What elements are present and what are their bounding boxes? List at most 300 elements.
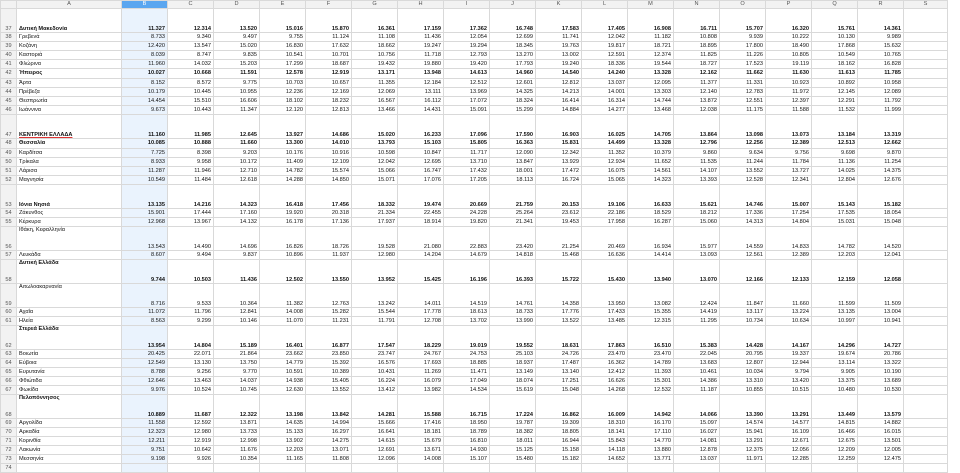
value-cell[interactable]: 10.808 xyxy=(674,33,720,42)
value-cell[interactable]: 17.362 xyxy=(444,9,490,33)
value-cell[interactable]: 17.136 xyxy=(306,218,352,227)
value-cell[interactable]: 9.198 xyxy=(122,455,168,464)
row-header[interactable]: 63 xyxy=(1,350,17,359)
value-cell[interactable]: 12.980 xyxy=(168,428,214,437)
value-cell[interactable] xyxy=(904,464,948,473)
value-cell[interactable]: 21.341 xyxy=(490,218,536,227)
value-cell[interactable]: 11.558 xyxy=(122,419,168,428)
value-cell[interactable]: 12.058 xyxy=(858,260,904,284)
value-cell[interactable]: 19.019 xyxy=(444,326,490,350)
value-cell[interactable]: 15.107 xyxy=(444,455,490,464)
value-cell[interactable]: 10.549 xyxy=(812,51,858,60)
value-cell[interactable]: 12.322 xyxy=(214,395,260,419)
value-cell[interactable]: 17.160 xyxy=(214,209,260,218)
column-header-m[interactable]: M xyxy=(628,1,674,9)
value-cell[interactable] xyxy=(904,115,948,139)
value-cell[interactable]: 11.717 xyxy=(444,149,490,158)
value-cell[interactable]: 13.552 xyxy=(306,386,352,395)
value-cell[interactable]: 10.190 xyxy=(858,368,904,377)
value-cell[interactable]: 14.833 xyxy=(766,227,812,251)
value-cell[interactable]: 19.674 xyxy=(812,350,858,359)
value-cell[interactable]: 14.008 xyxy=(260,308,306,317)
value-cell[interactable]: 9.837 xyxy=(214,251,260,260)
value-cell[interactable]: 15.831 xyxy=(536,139,582,149)
value-cell[interactable]: 12.389 xyxy=(766,251,812,260)
value-cell[interactable] xyxy=(122,464,168,473)
value-cell[interactable]: 21.864 xyxy=(214,350,260,359)
column-header-i[interactable]: I xyxy=(444,1,490,9)
value-cell[interactable]: 10.598 xyxy=(352,149,398,158)
value-cell[interactable]: 12.374 xyxy=(628,51,674,60)
value-cell[interactable]: 11.072 xyxy=(122,308,168,317)
value-cell[interactable]: 17.416 xyxy=(398,419,444,428)
prefecture-name-cell[interactable]: Ζάκυνθος xyxy=(17,209,122,218)
value-cell[interactable]: 14.705 xyxy=(628,115,674,139)
value-cell[interactable]: 16.287 xyxy=(628,218,674,227)
value-cell[interactable]: 15.588 xyxy=(398,395,444,419)
value-cell[interactable]: 14.490 xyxy=(168,227,214,251)
value-cell[interactable]: 16.320 xyxy=(766,9,812,33)
value-cell[interactable]: 12.998 xyxy=(214,437,260,446)
value-cell[interactable]: 16.027 xyxy=(674,428,720,437)
value-cell[interactable]: 13.466 xyxy=(352,106,398,115)
value-cell[interactable]: 18.001 xyxy=(490,167,536,176)
value-cell[interactable]: 10.734 xyxy=(720,317,766,326)
value-cell[interactable]: 13.393 xyxy=(674,176,720,185)
value-cell[interactable]: 9.340 xyxy=(168,33,214,42)
value-cell[interactable]: 13.291 xyxy=(720,437,766,446)
value-cell[interactable]: 12.968 xyxy=(122,218,168,227)
value-cell[interactable]: 18.212 xyxy=(674,209,720,218)
value-cell[interactable]: 12.812 xyxy=(536,79,582,88)
value-cell[interactable]: 10.955 xyxy=(214,88,260,97)
value-cell[interactable]: 13.319 xyxy=(858,115,904,139)
value-cell[interactable]: 10.657 xyxy=(306,79,352,88)
value-cell[interactable]: 11.687 xyxy=(168,395,214,419)
value-cell[interactable] xyxy=(904,97,948,106)
value-cell[interactable]: 9.744 xyxy=(122,260,168,284)
value-cell[interactable] xyxy=(904,51,948,60)
value-cell[interactable]: 14.325 xyxy=(490,88,536,97)
value-cell[interactable]: 19.294 xyxy=(444,42,490,51)
value-cell[interactable]: 15.020 xyxy=(352,115,398,139)
value-cell[interactable]: 11.377 xyxy=(674,79,720,88)
value-cell[interactable]: 14.081 xyxy=(674,437,720,446)
region-name-cell[interactable]: ΚΕΝΤΡΙΚΗ ΕΛΛΑΔΑ xyxy=(17,115,122,139)
value-cell[interactable]: 9.989 xyxy=(858,33,904,42)
value-cell[interactable]: 12.671 xyxy=(766,437,812,446)
value-cell[interactable]: 11.662 xyxy=(720,69,766,79)
value-cell[interactable]: 20.469 xyxy=(582,227,628,251)
value-cell[interactable]: 13.982 xyxy=(398,386,444,395)
value-cell[interactable]: 15.805 xyxy=(444,139,490,149)
value-cell[interactable]: 15.632 xyxy=(858,42,904,51)
value-cell[interactable]: 16.877 xyxy=(306,326,352,350)
value-cell[interactable]: 15.574 xyxy=(306,167,352,176)
value-cell[interactable]: 15.510 xyxy=(168,97,214,106)
value-cell[interactable]: 13.793 xyxy=(352,139,398,149)
value-cell[interactable]: 17.433 xyxy=(582,308,628,317)
value-cell[interactable]: 10.888 xyxy=(168,139,214,149)
value-cell[interactable]: 9.698 xyxy=(812,149,858,158)
value-cell[interactable] xyxy=(904,359,948,368)
value-cell[interactable]: 18.102 xyxy=(260,97,306,106)
value-cell[interactable]: 13.864 xyxy=(674,115,720,139)
value-cell[interactable]: 16.810 xyxy=(444,437,490,446)
value-cell[interactable]: 16.363 xyxy=(490,139,536,149)
row-header[interactable]: 43 xyxy=(1,79,17,88)
value-cell[interactable]: 18.336 xyxy=(582,60,628,69)
value-cell[interactable]: 16.510 xyxy=(628,326,674,350)
value-cell[interactable]: 12.041 xyxy=(858,251,904,260)
value-cell[interactable]: 12.090 xyxy=(490,149,536,158)
prefecture-name-cell[interactable]: Αχαΐα xyxy=(17,308,122,317)
value-cell[interactable]: 11.182 xyxy=(628,33,674,42)
value-cell[interactable]: 11.937 xyxy=(306,251,352,260)
value-cell[interactable]: 13.071 xyxy=(306,446,352,455)
value-cell[interactable]: 11.718 xyxy=(398,51,444,60)
value-cell[interactable]: 10.941 xyxy=(858,317,904,326)
value-cell[interactable]: 10.524 xyxy=(168,386,214,395)
value-cell[interactable]: 12.203 xyxy=(260,446,306,455)
value-cell[interactable]: 17.863 xyxy=(582,326,628,350)
value-cell[interactable] xyxy=(904,218,948,227)
value-cell[interactable] xyxy=(904,185,948,209)
value-cell[interactable]: 8.398 xyxy=(168,149,214,158)
row-header[interactable]: 46 xyxy=(1,106,17,115)
value-cell[interactable]: 11.269 xyxy=(398,368,444,377)
value-cell[interactable]: 12.618 xyxy=(214,176,260,185)
value-cell[interactable]: 16.641 xyxy=(352,428,398,437)
region-name-cell[interactable]: Ήπειρος xyxy=(17,69,122,79)
value-cell[interactable] xyxy=(306,464,352,473)
value-cell[interactable]: 11.847 xyxy=(720,284,766,308)
value-cell[interactable]: 12.796 xyxy=(674,139,720,149)
value-cell[interactable]: 14.815 xyxy=(812,419,858,428)
value-cell[interactable]: 10.756 xyxy=(352,51,398,60)
prefecture-name-cell[interactable]: Εύβοια xyxy=(17,359,122,368)
value-cell[interactable]: 17.472 xyxy=(536,167,582,176)
row-header[interactable]: 48 xyxy=(1,139,17,149)
value-cell[interactable]: 12.592 xyxy=(168,419,214,428)
prefecture-name-cell[interactable]: Γρεβενά xyxy=(17,33,122,42)
value-cell[interactable]: 16.297 xyxy=(306,428,352,437)
row-header[interactable]: 47 xyxy=(1,115,17,139)
value-cell[interactable]: 16.314 xyxy=(582,97,628,106)
value-cell[interactable]: 12.551 xyxy=(720,97,766,106)
value-cell[interactable]: 13.412 xyxy=(352,386,398,395)
value-cell[interactable]: 19.453 xyxy=(536,218,582,227)
value-cell[interactable]: 15.544 xyxy=(352,308,398,317)
value-cell[interactable]: 11.327 xyxy=(122,9,168,33)
value-cell[interactable]: 16.233 xyxy=(398,115,444,139)
value-cell[interactable]: 17.205 xyxy=(444,176,490,185)
value-cell[interactable] xyxy=(904,260,948,284)
value-cell[interactable]: 14.313 xyxy=(720,218,766,227)
value-cell[interactable]: 15.621 xyxy=(674,185,720,209)
value-cell[interactable]: 14.268 xyxy=(582,386,628,395)
value-cell[interactable]: 7.725 xyxy=(122,149,168,158)
value-cell[interactable]: 12.042 xyxy=(352,158,398,167)
value-cell[interactable]: 16.567 xyxy=(352,97,398,106)
value-cell[interactable]: 12.166 xyxy=(720,260,766,284)
value-cell[interactable] xyxy=(904,377,948,386)
value-cell[interactable]: 11.409 xyxy=(260,158,306,167)
value-cell[interactable]: 13.082 xyxy=(628,284,674,308)
value-cell[interactable]: 11.347 xyxy=(214,106,260,115)
value-cell[interactable]: 16.826 xyxy=(260,227,306,251)
value-cell[interactable]: 12.184 xyxy=(398,79,444,88)
value-cell[interactable]: 8.607 xyxy=(122,251,168,260)
value-cell[interactable]: 12.528 xyxy=(720,176,766,185)
value-cell[interactable]: 12.089 xyxy=(858,88,904,97)
value-cell[interactable]: 13.948 xyxy=(398,69,444,79)
value-cell[interactable] xyxy=(904,446,948,455)
value-cell[interactable]: 14.216 xyxy=(168,185,214,209)
value-cell[interactable]: 15.392 xyxy=(306,359,352,368)
value-cell[interactable]: 15.060 xyxy=(674,218,720,227)
value-cell[interactable]: 14.727 xyxy=(858,326,904,350)
value-cell[interactable]: 12.291 xyxy=(812,97,858,106)
row-header[interactable]: 65 xyxy=(1,368,17,377)
value-cell[interactable]: 13.710 xyxy=(444,158,490,167)
value-cell[interactable]: 24.753 xyxy=(444,350,490,359)
value-cell[interactable]: 12.646 xyxy=(122,377,168,386)
value-cell[interactable]: 16.009 xyxy=(582,395,628,419)
prefecture-name-cell[interactable]: Ηλεία xyxy=(17,317,122,326)
value-cell[interactable]: 10.916 xyxy=(306,149,352,158)
value-cell[interactable] xyxy=(904,167,948,176)
value-cell[interactable]: 10.354 xyxy=(214,455,260,464)
row-header[interactable]: 40 xyxy=(1,51,17,60)
value-cell[interactable]: 14.804 xyxy=(766,218,812,227)
value-cell[interactable]: 18.805 xyxy=(536,428,582,437)
value-cell[interactable]: 19.474 xyxy=(398,185,444,209)
value-cell[interactable]: 16.401 xyxy=(260,326,306,350)
column-header-b[interactable]: B xyxy=(122,1,168,9)
value-cell[interactable]: 12.695 xyxy=(398,158,444,167)
value-cell[interactable]: 10.847 xyxy=(398,149,444,158)
value-cell[interactable] xyxy=(766,464,812,473)
value-cell[interactable] xyxy=(904,139,948,149)
value-cell[interactable] xyxy=(904,33,948,42)
value-cell[interactable]: 11.599 xyxy=(812,284,858,308)
value-cell[interactable]: 14.789 xyxy=(628,359,674,368)
value-cell[interactable]: 15.761 xyxy=(812,9,858,33)
value-cell[interactable]: 11.254 xyxy=(858,158,904,167)
value-cell[interactable]: 16.747 xyxy=(398,167,444,176)
column-header-o[interactable]: O xyxy=(720,1,766,9)
value-cell[interactable]: 12.056 xyxy=(766,446,812,455)
value-cell[interactable]: 18.332 xyxy=(352,185,398,209)
value-cell[interactable]: 15.430 xyxy=(582,260,628,284)
value-cell[interactable]: 13.552 xyxy=(720,167,766,176)
value-cell[interactable]: 17.299 xyxy=(260,60,306,69)
value-cell[interactable]: 23.420 xyxy=(490,227,536,251)
value-cell[interactable]: 14.994 xyxy=(306,419,352,428)
value-cell[interactable]: 17.072 xyxy=(444,97,490,106)
value-cell[interactable]: 15.977 xyxy=(674,227,720,251)
value-cell[interactable]: 12.315 xyxy=(628,317,674,326)
value-cell[interactable]: 12.532 xyxy=(628,386,674,395)
value-cell[interactable]: 18.727 xyxy=(674,60,720,69)
value-cell[interactable]: 19.763 xyxy=(536,42,582,51)
value-cell[interactable]: 20.318 xyxy=(306,209,352,218)
value-cell[interactable]: 13.771 xyxy=(628,455,674,464)
value-cell[interactable]: 12.145 xyxy=(812,88,858,97)
value-cell[interactable]: 18.613 xyxy=(444,308,490,317)
value-cell[interactable]: 18.181 xyxy=(398,428,444,437)
value-cell[interactable]: 19.420 xyxy=(444,60,490,69)
value-cell[interactable]: 15.203 xyxy=(214,60,260,69)
value-cell[interactable]: 16.170 xyxy=(628,419,674,428)
value-cell[interactable]: 11.792 xyxy=(858,97,904,106)
value-cell[interactable]: 9.299 xyxy=(168,317,214,326)
value-cell[interactable]: 17.487 xyxy=(536,359,582,368)
value-cell[interactable] xyxy=(168,464,214,473)
value-cell[interactable]: 21.759 xyxy=(490,185,536,209)
value-cell[interactable]: 16.178 xyxy=(260,218,306,227)
value-cell[interactable]: 11.660 xyxy=(214,139,260,149)
value-cell[interactable]: 13.927 xyxy=(260,115,306,139)
value-cell[interactable]: 14.011 xyxy=(398,284,444,308)
value-cell[interactable]: 12.807 xyxy=(720,359,766,368)
region-name-cell[interactable]: Πελοπόννησος xyxy=(17,395,122,419)
value-cell[interactable]: 19.247 xyxy=(398,42,444,51)
value-cell[interactable]: 18.162 xyxy=(812,60,858,69)
value-cell[interactable]: 14.288 xyxy=(260,176,306,185)
value-cell[interactable]: 13.375 xyxy=(812,377,858,386)
value-cell[interactable]: 16.633 xyxy=(628,185,674,209)
value-cell[interactable]: 13.880 xyxy=(628,446,674,455)
value-cell[interactable]: 12.211 xyxy=(122,437,168,446)
value-cell[interactable]: 14.010 xyxy=(306,139,352,149)
column-header-l[interactable]: L xyxy=(582,1,628,9)
value-cell[interactable]: 11.985 xyxy=(168,115,214,139)
value-cell[interactable]: 12.341 xyxy=(766,176,812,185)
value-cell[interactable]: 21.080 xyxy=(398,227,444,251)
value-cell[interactable]: 19.544 xyxy=(628,60,674,69)
value-cell[interactable]: 10.668 xyxy=(168,69,214,79)
value-cell[interactable] xyxy=(904,317,948,326)
value-cell[interactable]: 12.140 xyxy=(674,88,720,97)
value-cell[interactable]: 12.314 xyxy=(168,9,214,33)
value-cell[interactable]: 10.461 xyxy=(674,368,720,377)
value-cell[interactable]: 17.632 xyxy=(306,42,352,51)
value-cell[interactable]: 12.259 xyxy=(812,455,858,464)
value-cell[interactable]: 12.645 xyxy=(214,115,260,139)
value-cell[interactable]: 13.037 xyxy=(674,455,720,464)
row-header[interactable]: 56 xyxy=(1,227,17,251)
row-header[interactable]: 72 xyxy=(1,446,17,455)
value-cell[interactable]: 15.158 xyxy=(536,446,582,455)
value-cell[interactable]: 14.782 xyxy=(812,227,858,251)
value-cell[interactable]: 14.679 xyxy=(444,251,490,260)
value-cell[interactable]: 17.800 xyxy=(720,42,766,51)
value-cell[interactable]: 10.642 xyxy=(168,446,214,455)
value-cell[interactable]: 10.997 xyxy=(812,317,858,326)
value-cell[interactable]: 11.784 xyxy=(766,158,812,167)
value-cell[interactable] xyxy=(904,88,948,97)
value-cell[interactable] xyxy=(582,464,628,473)
value-cell[interactable]: 11.287 xyxy=(122,167,168,176)
value-cell[interactable]: 15.143 xyxy=(812,185,858,209)
value-cell[interactable]: 11.652 xyxy=(628,158,674,167)
value-cell[interactable]: 12.841 xyxy=(214,308,260,317)
value-cell[interactable]: 15.031 xyxy=(812,218,858,227)
column-header-a[interactable]: A xyxy=(17,1,122,9)
value-cell[interactable]: 13.135 xyxy=(812,308,858,317)
value-cell[interactable]: 13.733 xyxy=(214,428,260,437)
value-cell[interactable]: 10.379 xyxy=(628,149,674,158)
value-cell[interactable]: 16.466 xyxy=(812,428,858,437)
value-cell[interactable]: 14.132 xyxy=(214,218,260,227)
row-header[interactable]: 42 xyxy=(1,69,17,79)
value-cell[interactable] xyxy=(352,464,398,473)
value-cell[interactable]: 12.708 xyxy=(398,317,444,326)
value-cell[interactable]: 11.808 xyxy=(306,455,352,464)
value-cell[interactable]: 12.783 xyxy=(720,88,766,97)
value-cell[interactable]: 12.005 xyxy=(858,446,904,455)
prefecture-name-cell[interactable] xyxy=(17,464,122,473)
row-header[interactable]: 52 xyxy=(1,176,17,185)
value-cell[interactable]: 11.165 xyxy=(260,455,306,464)
value-cell[interactable] xyxy=(812,464,858,473)
value-cell[interactable]: 13.485 xyxy=(582,317,628,326)
value-cell[interactable]: 16.908 xyxy=(628,9,674,33)
value-cell[interactable]: 10.034 xyxy=(720,368,766,377)
value-cell[interactable]: 19.337 xyxy=(766,350,812,359)
value-cell[interactable]: 12.095 xyxy=(628,79,674,88)
value-cell[interactable]: 17.049 xyxy=(444,377,490,386)
value-cell[interactable]: 18.950 xyxy=(444,419,490,428)
value-cell[interactable]: 10.431 xyxy=(352,368,398,377)
value-cell[interactable]: 16.862 xyxy=(536,395,582,419)
value-cell[interactable]: 8.152 xyxy=(122,79,168,88)
value-cell[interactable]: 22.045 xyxy=(674,350,720,359)
prefecture-name-cell[interactable]: Φωκίδα xyxy=(17,386,122,395)
value-cell[interactable]: 18.345 xyxy=(490,42,536,51)
value-cell[interactable]: 9.835 xyxy=(214,51,260,60)
value-cell[interactable]: 14.884 xyxy=(536,106,582,115)
value-cell[interactable]: 19.528 xyxy=(352,227,398,251)
row-header[interactable]: 61 xyxy=(1,317,17,326)
value-cell[interactable] xyxy=(904,368,948,377)
value-cell[interactable]: 24.726 xyxy=(536,350,582,359)
value-cell[interactable]: 18.490 xyxy=(766,42,812,51)
value-cell[interactable]: 16.830 xyxy=(260,42,306,51)
value-cell[interactable]: 11.436 xyxy=(398,33,444,42)
value-cell[interactable]: 10.364 xyxy=(214,284,260,308)
row-header[interactable]: 57 xyxy=(1,251,17,260)
value-cell[interactable]: 12.980 xyxy=(352,251,398,260)
value-cell[interactable] xyxy=(904,209,948,218)
value-cell[interactable]: 12.038 xyxy=(674,106,720,115)
value-cell[interactable]: 15.182 xyxy=(858,185,904,209)
prefecture-name-cell[interactable]: Μαγνησία xyxy=(17,176,122,185)
value-cell[interactable]: 17.776 xyxy=(536,308,582,317)
value-cell[interactable]: 11.175 xyxy=(720,106,766,115)
value-cell[interactable]: 10.146 xyxy=(214,317,260,326)
value-cell[interactable]: 14.296 xyxy=(812,326,858,350)
column-header-j[interactable]: J xyxy=(490,1,536,9)
value-cell[interactable]: 10.745 xyxy=(214,386,260,395)
value-cell[interactable]: 23.612 xyxy=(536,209,582,218)
value-cell[interactable]: 12.502 xyxy=(260,260,306,284)
value-cell[interactable]: 10.530 xyxy=(858,386,904,395)
value-cell[interactable]: 14.386 xyxy=(674,377,720,386)
value-cell[interactable]: 14.037 xyxy=(214,377,260,386)
